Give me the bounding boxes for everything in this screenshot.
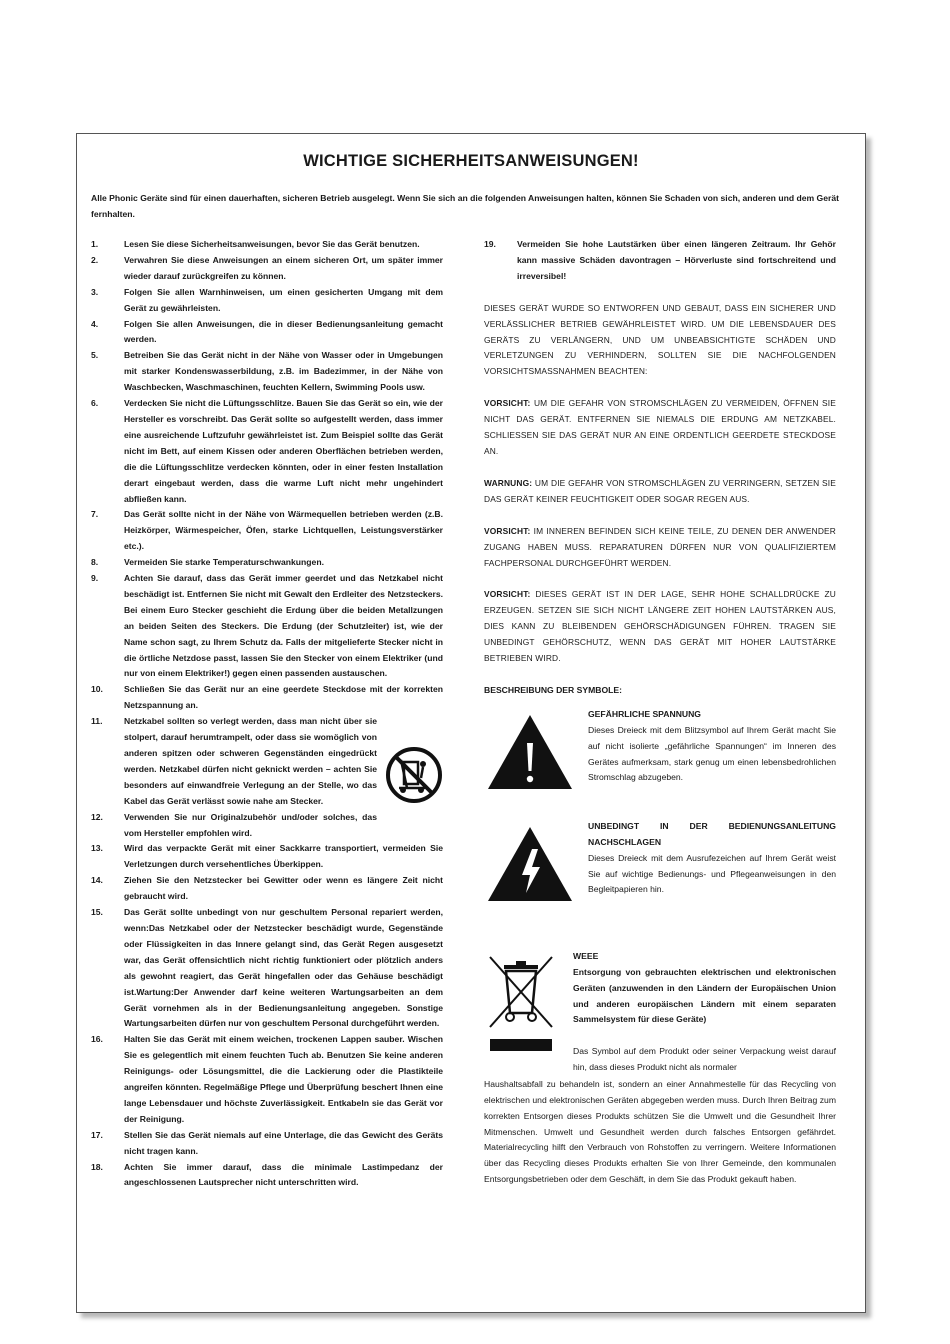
weee-description bbox=[573, 949, 836, 1076]
design-paragraph: DIESES GERÄT WURDE SO ENTWORFEN UND GEBAUT, DASS EIN SICHERER UND VERLÄSSLICHER BETRIEB GEWÄHRLEISTET WIRD. UM DIE LEBENSDAUER DES GERÄTS ZU VERLÄNGERN, UND UM UNBEABSICHTIGTE SCHÄDEN UND VERLETZUNGEN ZU VERHINDERN, SOLLTEN SIE DIE NACHFOLGENDEN VORSICHTSMASSNAHMEN BEACHTEN: bbox=[484, 302, 836, 377]
item-number: 5. bbox=[91, 350, 99, 361]
symbol-text: Dieses Dreieck mit dem Ausrufezeichen auf Ihrem Gerät weist Sie auf wichtige Bedienungs- und Pflegeanweisungen in den Begleitpapieren hin. bbox=[588, 852, 836, 895]
item-number: 15. bbox=[91, 907, 103, 918]
warning-label: VORSICHT: bbox=[484, 398, 531, 409]
item-number: 17. bbox=[91, 1129, 103, 1140]
item-text: Lesen Sie diese Sicherheitsanweisungen, bevor Sie das Gerät benutzen. bbox=[124, 239, 420, 249]
list-item bbox=[91, 1128, 443, 1160]
warning-paragraph bbox=[484, 524, 836, 572]
item-number: 1. bbox=[91, 239, 99, 249]
item-text: Folgen Sie allen Anweisungen, die in dieser Bedienungsanleitung gemacht werden. bbox=[124, 318, 443, 345]
item-number: 3. bbox=[91, 286, 99, 297]
item-number: 9. bbox=[91, 573, 99, 584]
item-text-wrap bbox=[124, 714, 443, 809]
warning-text: DIESES GERÄT IST IN DER LAGE, SEHR HOHE SCHALLDRÜCKE ZU ERZEUGEN. SETZEN SIE SICH NICHT LÄNGERE ZEIT HOHEN LAUTSTÄRKEN AUS, DIES KANN ZU BLEIBENDEN GEHÖRSCHÄDIGUNGEN FÜHREN. TRAGEN SIE UNBEDINGT GEHÖRSCHUTZ, WENN DAS GERÄT MIT HOHER LAUTSTÄRKE BETRIEBEN WIRD. bbox=[484, 589, 836, 664]
weee-intro: Das Symbol auf dem Produkt oder seiner Verpackung weist darauf hin, dass dieses Produkt nicht als normaler bbox=[573, 1046, 836, 1073]
list-item bbox=[91, 253, 443, 285]
item-number: 13. bbox=[91, 843, 103, 854]
list-item bbox=[484, 237, 836, 285]
item-text: Stellen Sie das Gerät niemals auf eine Unterlage, die das Gewicht des Geräts nicht tragen kann. bbox=[124, 1129, 443, 1156]
item-number: 4. bbox=[91, 318, 99, 329]
weee-body: Haushaltsabfall zu behandeln ist, sondern an einer Annahmestelle für das Recycling von elektrischen und elektronischen Geräten abgegeben werden muss. Durch Ihren Beitrag zum korrekten Entsorgen dieses Produkts schützen Sie die Umwelt und die Gesundheit Ihrer Mitmenschen. Umwelt und Gesundheit werden durch falsches Entsorgen gefährdet. Materialrecycling hilft den Verbrauch von Rohstoffen zu verringern. Weitere Informationen über das Recycling dieses Produkts erhalten Sie von Ihrer Gemeinde, den kommunalen Entsorgungsbetrieben oder dem Geschäft, in dem Sie das Produkt gekauft haben. bbox=[484, 1078, 836, 1185]
symbol-description bbox=[588, 819, 836, 899]
warning-label: VORSICHT: bbox=[484, 525, 531, 536]
item-text: Folgen Sie allen Warnhinweisen, um einen gesicherten Umgang mit dem Gerät zu gewährleisten. bbox=[124, 286, 443, 313]
weee-block bbox=[484, 949, 836, 1209]
right-column bbox=[484, 237, 836, 1209]
symbol-title bbox=[588, 819, 836, 851]
item-text: Ziehen Sie den Netzstecker bei Gewitter oder wenn es längere Zeit nicht gebraucht wird. bbox=[124, 875, 443, 902]
page-title: WICHTIGE SICHERHEITSANWEISUNGEN! bbox=[303, 152, 639, 170]
item-text: Vermeiden Sie starke Temperaturschwankungen. bbox=[124, 557, 324, 568]
list-item bbox=[91, 682, 443, 714]
symbol-block bbox=[484, 707, 836, 819]
list-item bbox=[91, 571, 443, 682]
warning-text: UM DIE GEFAHR VON STROMSCHLÄGEN ZU VERMEIDEN, ÖFFNEN SIE NICHT DAS GERÄT. ENTFERNEN SIE NIEMALS DIE ERDUNG AM NETZKABEL. SCHLIESSEN SIE DAS GERÄT NUR AN EINE ORDENTLICH GEERDETE STECKDOSE AN. bbox=[484, 398, 836, 456]
list-item bbox=[91, 507, 443, 555]
symbols-heading: BESCHREIBUNG DER SYMBOLE: bbox=[484, 684, 622, 695]
warning-label: VORSICHT: bbox=[484, 589, 531, 600]
item-number: 10. bbox=[91, 684, 103, 695]
item-number: 8. bbox=[91, 557, 99, 568]
item-number: 7. bbox=[91, 509, 99, 520]
warning-text: IM INNEREN BEFINDEN SICH KEINE TEILE, ZU DENEN DER ANWENDER ZUGANG HABEN MUSS. REPARATUREN DÜRFEN NUR VON QUALIFIZIERTEM FACHPERSONAL DURCHGEFÜHRT WERDEN. bbox=[484, 525, 836, 568]
warning-paragraph bbox=[484, 476, 836, 508]
list-item bbox=[91, 841, 443, 873]
list-item bbox=[91, 905, 443, 1032]
item-text: Das Gerät sollte nicht in der Nähe von Wärmequellen betrieben werden (z.B. Heizkörper, Wärmespeicher, Öfen, starke Lichtquellen, Leistungsverstärker etc.). bbox=[124, 509, 443, 552]
symbol-title: GEFÄHRLICHE SPANNUNG bbox=[588, 708, 701, 719]
warning-paragraph bbox=[484, 396, 836, 460]
item-text: Verdecken Sie nicht die Lüftungsschlitze. Bauen Sie das Gerät so ein, wie der Hersteller es vorschreibt. Das Gerät sollte so aufgestellt werden, dass immer eine ausreichende Luftzufuhr gewährleistet ist. Zum Beispiel sollte das Gerät nicht im Bett, auf einem Kissen oder anderen Oberflächen betrieben werden, die die Lüftungsschlitze verdecken könnten, oder in einer festen Installation derart eingebaut werden, dass die warme Luft nicht mehr ungehindert abfließen kann. bbox=[124, 398, 443, 504]
list-item bbox=[91, 1160, 443, 1192]
item-number: 12. bbox=[91, 811, 103, 822]
item-text: Wird das verpackte Gerät mit einer Sackkarre transportiert, vermeiden Sie Verletzungen durch versehentliches Überkippen. bbox=[124, 843, 443, 870]
item-number: 18. bbox=[91, 1161, 103, 1172]
list-item bbox=[91, 714, 443, 809]
symbol-description bbox=[588, 707, 836, 787]
symbol-block bbox=[484, 819, 836, 949]
list-item bbox=[91, 237, 443, 253]
list-item bbox=[91, 348, 443, 396]
warning-text: UM DIE GEFAHR VON STROMSCHLÄGEN ZU VERRINGERN, SETZEN SIE DAS GERÄT KEINER FEUCHTIGKEIT ODER SOGAR REGEN AUS. bbox=[484, 477, 836, 504]
list-item bbox=[91, 317, 443, 349]
symbol-title-text: UNBEDINGT IN DER BEDIENUNGSANLEITUNG NACHSCHLAGEN bbox=[588, 820, 836, 847]
warning-paragraph bbox=[484, 587, 836, 667]
item-number: 6. bbox=[91, 398, 99, 409]
list-item bbox=[91, 810, 443, 842]
item-number: 2. bbox=[91, 254, 99, 265]
item-text: Halten Sie das Gerät mit einem weichen, trockenen Lappen sauber. Wischen Sie es gelegentlich mit einem feuchten Tuch ab. Benutzen Sie keine anderen Reinigungs- oder Lösungsmittel, die die Lackierung oder die Plastikteile angreifen könnten. Regelmäßige Pflege und Überprüfung beschert Ihnen eine lange Lebensdauer und höchste Zuverlässigkeit. Entkabeln sie das Gerät vor der Reinigung. bbox=[124, 1034, 443, 1124]
intro-text: Alle Phonic Geräte sind für einen dauerhaften, sicheren Betrieb ausgelegt. Wenn Sie sich an die folgenden Anweisungen halten, können Sie Schaden von sich, anderen und dem Gerät fernhalten. bbox=[91, 193, 839, 219]
crossed-bin-icon bbox=[484, 953, 560, 1053]
item-text: Schließen Sie das Gerät nur an eine geerdete Steckdose mit der korrekten Netzspannung an. bbox=[124, 684, 443, 711]
weee-title: WEEE bbox=[573, 950, 599, 961]
instruction-list bbox=[91, 237, 443, 1191]
page-frame bbox=[76, 133, 866, 1313]
list-item bbox=[91, 285, 443, 317]
item-number: 11. bbox=[91, 716, 103, 727]
item-text: Betreiben Sie das Gerät nicht in der Nähe von Wasser oder in Umgebungen mit starker Kondenswasserbildung, z.B. im Badezimmer, in der Nähe von Waschbecken, Waschmaschinen, feuchten Kellern, Swimming Pools usw. bbox=[124, 350, 443, 393]
item-text: Verwahren Sie diese Anweisungen an einem sicheren Ort, um später immer wieder darauf zurückgreifen zu können. bbox=[124, 254, 443, 281]
exclamation-triangle-icon bbox=[486, 713, 574, 791]
lightning-triangle-icon bbox=[486, 825, 574, 903]
list-item bbox=[91, 1032, 443, 1127]
item-text: Achten Sie darauf, dass das Gerät immer geerdet und das Netzkabel nicht beschädigt ist. Entfernen Sie nicht mit Gewalt den Erdleiter des Netzsteckers. Bei einem Euro Stecker geschieht die Erdung über die beiden Metallzungen an beiden Seiten des Steckers. Die Erdung (der Schutzleiter) ist, wie der Name schon sagt, zu Ihrem Schutz da. Falls der mitgelieferte Stecker nicht in die örtliche Netzdose passt, lassen Sie den Stecker von einem Elektriker (und nur von einem Elektriker!) gegen einen passenden austauschen. bbox=[124, 573, 443, 679]
item-number: 14. bbox=[91, 875, 103, 886]
item-text: Netzkabel sollten so verlegt werden, dass man nicht über sie stolpert, darauf herumtrampelt, oder dass sie womöglich von anderen spitzen oder schweren Gegenständen eingedrückt werden. Netzkabel dürfen nicht geknickt werden – achten Sie besonders auf einwandfreie Verlegung an der Stelle, wo das Kabel das Gerät verlässt sowie nahe am Stecker. bbox=[124, 716, 377, 806]
warning-label: WARNUNG: bbox=[484, 477, 533, 488]
item-text: Verwenden Sie nur Originalzubehör und/oder solches, das vom Hersteller empfohlen wird. bbox=[124, 811, 377, 838]
item-text: Das Gerät sollte unbedingt von nur geschultem Personal repariert werden, wenn:Das Netzkabel oder der Netzstecker beschädigt wurde, Gegenstände oder Flüssigkeiten in das Innere gelangt sind, das Gerät Regen ausgesetzt war, das Gerät offensichtlich nicht richtig funktioniert oder plötzlich anders als gewohnt reagiert, das Gerät hingefallen oder das Gehäuse beschädigt ist.Wartung:Der Anwender darf keine weiteren Wartungsarbeiten an dem Gerät vornehmen als in der Bedienungsanleitung angegeben. Sonstige Wartungsarbeiten dürfen nur von geschultem Personal durchgeführt werden. bbox=[124, 907, 443, 1029]
list-item bbox=[91, 873, 443, 905]
list-item bbox=[91, 555, 443, 571]
cart-warning-icon bbox=[385, 746, 443, 804]
item-number: 19. bbox=[484, 239, 496, 249]
item-number: 16. bbox=[91, 1034, 103, 1045]
item-text: Achten Sie immer darauf, dass die minimale Lastimpedanz der angeschlossenen Lautsprecher nicht unterschritten wird. bbox=[124, 1161, 443, 1188]
list-item bbox=[91, 396, 443, 507]
weee-subtitle: Entsorgung von gebrauchten elektrischen und elektronischen Geräten (anzuwenden in den Ländern der Europäischen Union und anderen europäischen Ländern mit einem separaten Sammelsystem für diese Geräte) bbox=[573, 966, 836, 1025]
symbol-text: Dieses Dreieck mit dem Blitzsymbol auf Ihrem Gerät macht Sie auf nicht isolierte „gefährliche Spannungen“ im Inneren des Gerätes aufmerksam, stark genug um einen lebensbedrohlichen Stromschlag abzugeben. bbox=[588, 724, 836, 783]
item-text: Vermeiden Sie hohe Lautstärken über einen längeren Zeitraum. Ihr Gehör kann massive Schäden davontragen – Hörverluste sind fortschreitend und irreversibel! bbox=[517, 239, 836, 281]
